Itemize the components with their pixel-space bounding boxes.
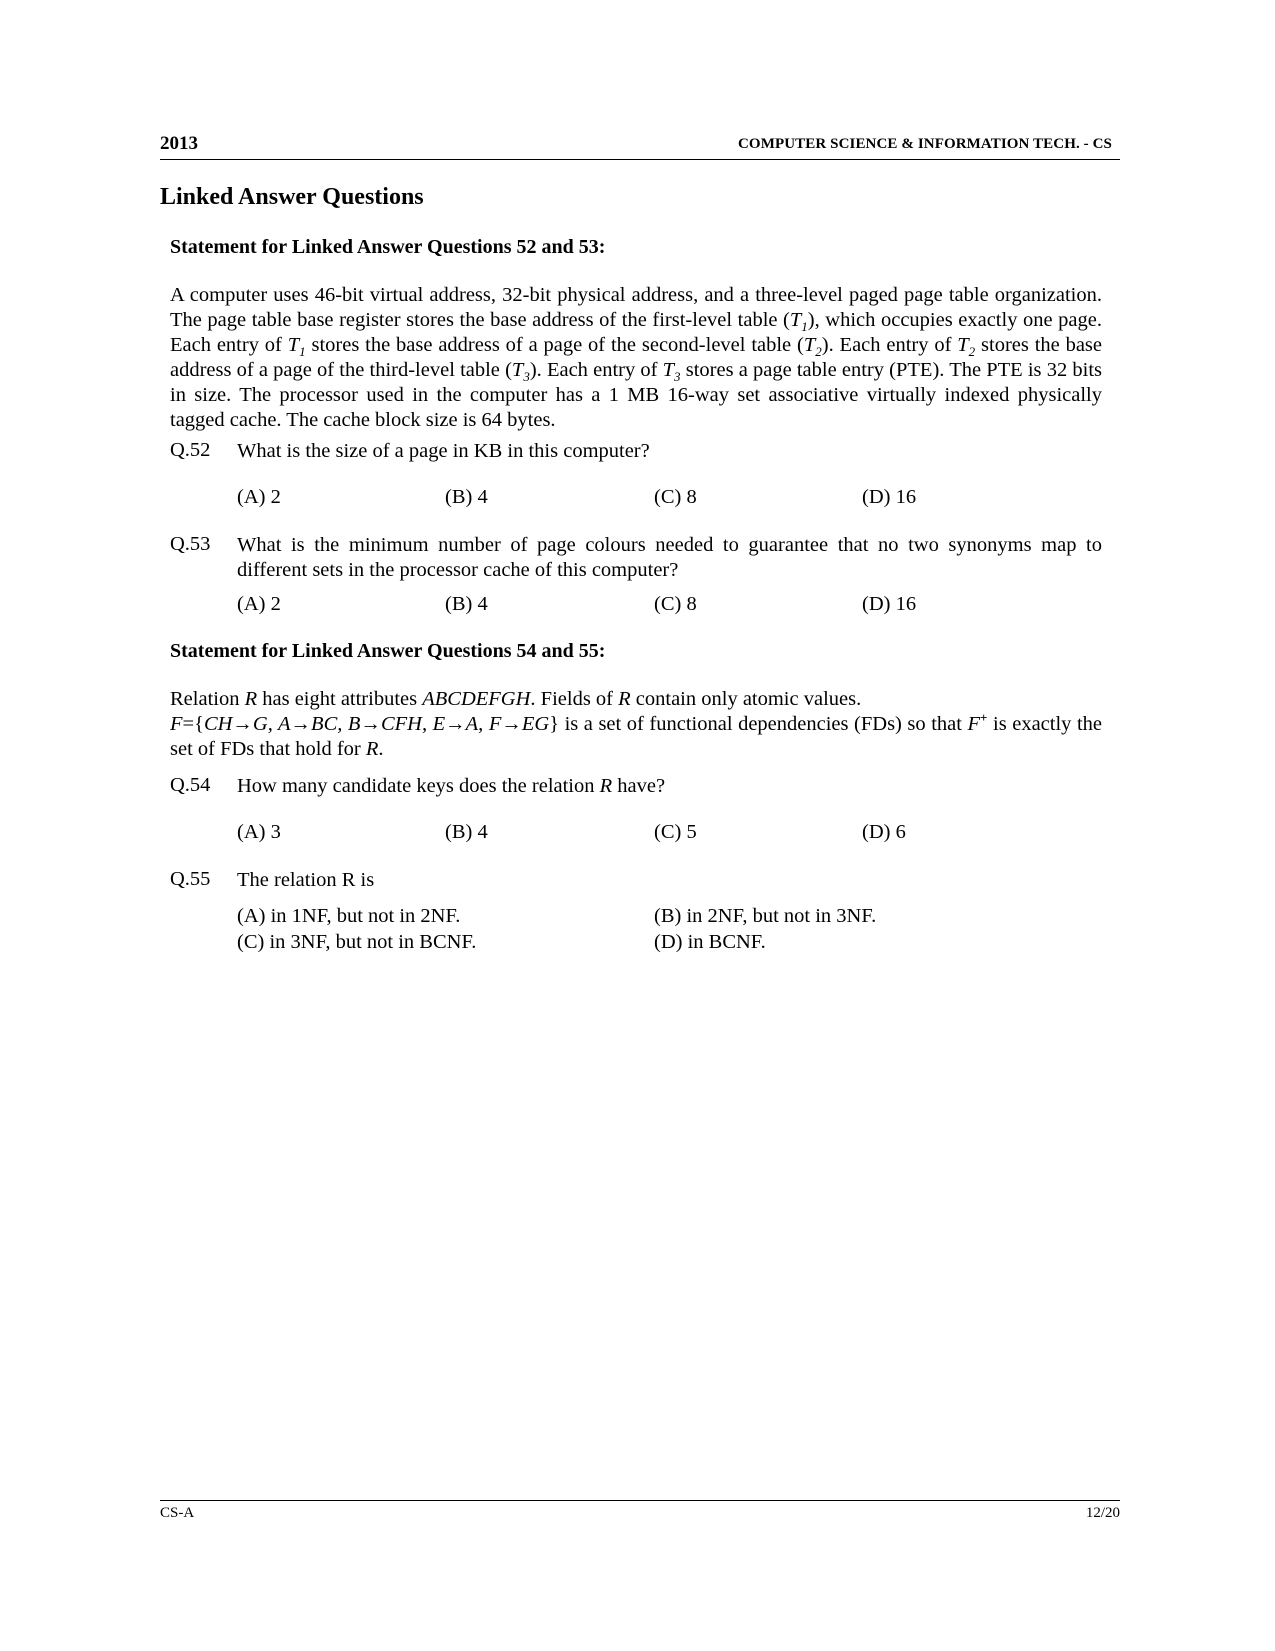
q54-number: Q.54 xyxy=(170,774,211,796)
q55-number: Q.55 xyxy=(170,868,211,890)
page-footer xyxy=(160,1500,1120,1525)
q55-option-d: (D) in BCNF. xyxy=(654,931,766,953)
q55-option-b: (B) in 2NF, but not in 3NF. xyxy=(654,905,877,927)
q53-option-a: (A) 2 xyxy=(237,593,281,615)
section-title: Linked Answer Questions xyxy=(160,184,424,210)
q52-number: Q.52 xyxy=(170,439,211,461)
footer-paper-code: CS-A xyxy=(160,1505,195,1521)
q54-option-a: (A) 3 xyxy=(237,821,281,843)
q52-option-a: (A) 2 xyxy=(237,486,281,508)
q54-option-c: (C) 5 xyxy=(654,821,697,843)
q53-option-d: (D) 16 xyxy=(862,593,917,615)
q53-text: What is the minimum number of page colours needed to guarantee that no two synonyms map to different sets in the processor cache of this computer? xyxy=(237,534,1102,581)
statement-54-55-heading: Statement for Linked Answer Questions 54 and 55: xyxy=(170,640,606,662)
page-header xyxy=(160,133,1120,160)
footer-page-number: 12/20 xyxy=(1085,1505,1120,1521)
q54-text: How many candidate keys does the relation R have? xyxy=(237,775,666,797)
statement-54-55-text: Relation R has eight attributes ABCDEFGH. Fields of R contain only atomic values. F={CH→G, A→BC, B→CFH, E→A, F→EG} is a set of functional dependencies (FDs) so that F+ is exactly the set of FDs that hold for R. xyxy=(170,688,1103,760)
q53-number: Q.53 xyxy=(170,533,211,555)
statement-52-53-text: A computer uses 46-bit virtual address, 32-bit physical address, and a three-level paged page table organization. The page table base register stores the base address of the first-level table $(T_1)$, which occupies exactly one page. Each entry of $T_1$ stores the base address of a page of the second-level table $(T_2)$. Each entry of $T_2$ stores the base address of a page of the third-level table $(T_3)$. Each entry of $T_3$ stores a page table entry (PTE). The PTE is 32 bits in size. The processor used in the computer has a 1 MB 16-way set associative virtually indexed physically tagged cache. The cache block size is 64 bytes. xyxy=(170,284,1103,431)
q52-option-c: (C) 8 xyxy=(654,486,697,508)
q55-option-c: (C) in 3NF, but not in BCNF. xyxy=(237,931,477,953)
q52-text: What is the size of a page in KB in this computer? xyxy=(237,440,650,462)
q54-option-d: (D) 6 xyxy=(862,821,906,843)
q55-text: The relation R is xyxy=(237,869,375,891)
q53-option-c: (C) 8 xyxy=(654,593,697,615)
q55-option-a: (A) in 1NF, but not in 2NF. xyxy=(237,905,461,927)
q54-option-b: (B) 4 xyxy=(445,821,488,843)
header-year: 2013 xyxy=(160,133,198,154)
header-subject: COMPUTER SCIENCE & INFORMATION TECH. - CS xyxy=(738,136,1112,152)
q52-option-d: (D) 16 xyxy=(862,486,917,508)
q53-option-b: (B) 4 xyxy=(445,593,488,615)
q52-option-b: (B) 4 xyxy=(445,486,488,508)
statement-52-53-heading: Statement for Linked Answer Questions 52 and 53: xyxy=(170,236,606,258)
